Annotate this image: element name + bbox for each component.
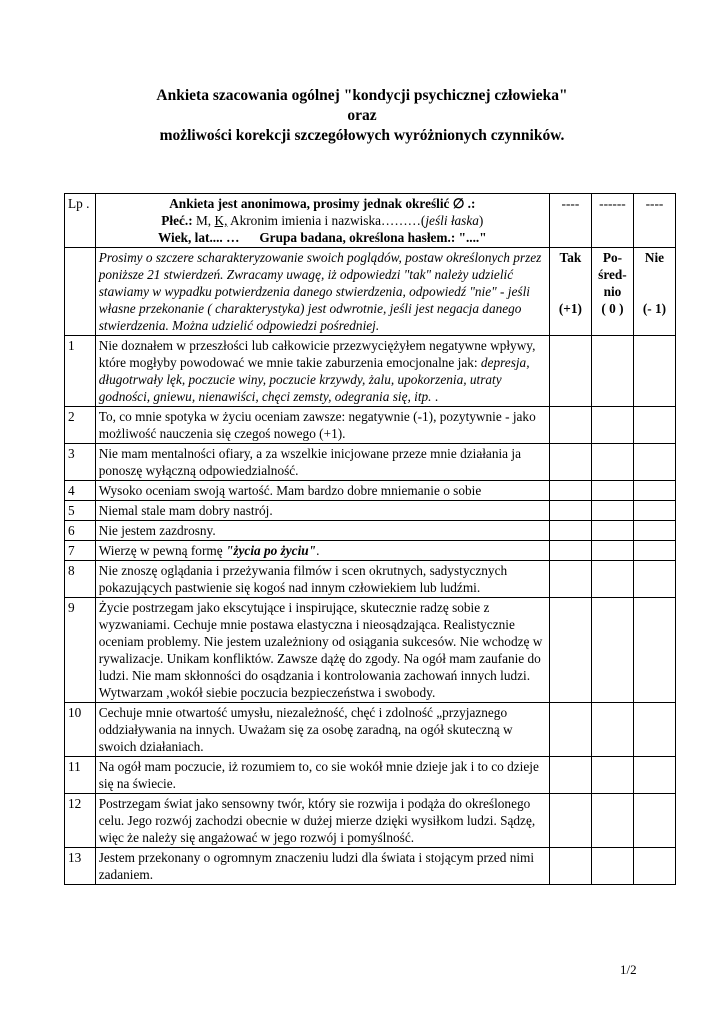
table-row: [65, 444, 676, 481]
item-statement: [95, 703, 549, 757]
item-text-italic: depresja, długotrwały lęk, poczucie winy, poczucie krzywdy, żalu, upokorzenia, utraty godności, gniewu, nienawiści, chęci zemsty, odegrania się, itp.: [98, 355, 530, 404]
anonymity-note: Ankieta jest anonimowa, prosimy jednak określić ∅ .:: [169, 196, 476, 211]
answer-cell-tak[interactable]: [549, 703, 591, 757]
answer-posrednio-header: [591, 248, 633, 336]
item-text: Nie mam mentalności ofiary, a za wszelkie inicjowane przeze mnie działania ja ponoszę wyłączną odpowiedzialność.: [98, 446, 521, 478]
answer-cell-tak[interactable]: [549, 521, 591, 541]
header-lp: Lp .: [65, 194, 96, 248]
item-text: Nie jestem zazdrosny.: [98, 523, 216, 538]
age-group-line: [99, 229, 546, 246]
answer-posrednio-label-2: śred-: [598, 267, 627, 282]
item-text: Na ogół mam poczucie, iż rozumiem to, co sie wokół mnie dzieje jak i to co dzieje się na świecie.: [98, 759, 539, 791]
answer-tak-value: (+1): [558, 301, 582, 316]
item-number: 6: [65, 521, 96, 541]
header-info-cell: [95, 194, 549, 248]
item-statement: [95, 336, 549, 407]
item-number: 13: [65, 848, 96, 885]
item-text-italic: "życia po życiu": [225, 543, 317, 558]
item-statement: [95, 598, 549, 703]
table-row: [65, 561, 676, 598]
table-row: [65, 407, 676, 444]
item-text-end: .: [316, 543, 320, 558]
table-row: [65, 501, 676, 521]
item-text: Nie znoszę oglądania i przeżywania filmów i scen okrutnych, sadystycznych pokazujących pastwienie się kogoś nad innym człowiekiem lub ludźmi.: [98, 563, 508, 595]
answer-cell-nie[interactable]: [633, 598, 675, 703]
answer-cell-posrednio[interactable]: [591, 541, 633, 561]
item-number: 8: [65, 561, 96, 598]
answer-cell-posrednio[interactable]: [591, 521, 633, 541]
item-statement: [95, 481, 549, 501]
answer-cell-nie[interactable]: [633, 336, 675, 407]
item-statement: [95, 407, 549, 444]
answer-cell-posrednio[interactable]: [591, 794, 633, 848]
answer-cell-nie[interactable]: [633, 703, 675, 757]
answer-posrednio-value: ( 0 ): [601, 301, 624, 316]
item-number: 5: [65, 501, 96, 521]
answer-cell-posrednio[interactable]: [591, 757, 633, 794]
item-text: Niemal stale mam dobry nastrój.: [98, 503, 273, 518]
item-text: Postrzegam świat jako sensowny twór, który sie rozwija i podąża do określonego celu. Jego rozwój zachodzi obecnie w dużej mierze dzięki wysiłkom ludzi. Sądzę, więc że należy się angażować w jego rozwój i pomyślność.: [98, 796, 536, 845]
document-title: [0, 86, 724, 146]
answer-cell-posrednio[interactable]: [591, 444, 633, 481]
gender-option-k[interactable]: K,: [214, 213, 228, 228]
table-row: [65, 336, 676, 407]
item-statement: [95, 541, 549, 561]
item-statement: [95, 561, 549, 598]
answer-cell-nie[interactable]: [633, 501, 675, 521]
answer-cell-posrednio[interactable]: [591, 561, 633, 598]
answer-cell-tak[interactable]: [549, 541, 591, 561]
item-text: Nie doznałem w przeszłości lub całkowicie przezwyciężyłem negatywne wpływy, które mogłyby powodować we mnie takie zaburzenia emocjonalne jak:: [98, 338, 536, 370]
age-field[interactable]: Wiek, lat.... …: [157, 230, 240, 245]
survey-table: [64, 193, 676, 885]
acronym-close: ): [478, 213, 484, 228]
answer-cell-tak[interactable]: [549, 336, 591, 407]
answer-cell-nie[interactable]: [633, 541, 675, 561]
title-line-3: możliwości korekcji szczegółowych wyróżnionych czynników.: [159, 127, 565, 144]
items-body: [65, 336, 676, 885]
item-number: 9: [65, 598, 96, 703]
item-number: 12: [65, 794, 96, 848]
answer-cell-posrednio[interactable]: [591, 407, 633, 444]
table-row: [65, 521, 676, 541]
intro-text: Prosimy o szczere scharakteryzowanie swoich poglądów, postaw określonych przez poniższe 21 stwierdzeń. Zwracamy uwagę, iż odpowiedzi "tak" należy udzielić stawiamy w wypadku potwierdzenia danego stwierdzenia, odpowiedź "nie" - jeśli własne przekonanie ( charakterystyka) jest odwrotnie, jeśli jest negacja danego stwierdzenia. Można udzielić odpowiedzi pośredniej.: [95, 248, 549, 336]
item-text: Wysoko oceniam swoją wartość. Mam bardzo dobre mniemanie o sobie: [98, 483, 482, 498]
answer-cell-nie[interactable]: [633, 561, 675, 598]
item-text: To, co mnie spotyka w życiu oceniam zawsze: negatywnie (-1), pozytywnie - jako możliwość nauczenia się czegoś nowego (+1).: [98, 409, 536, 441]
answer-cell-tak[interactable]: [549, 501, 591, 521]
answer-cell-tak[interactable]: [549, 481, 591, 501]
table-row: [65, 757, 676, 794]
answer-cell-posrednio[interactable]: [591, 848, 633, 885]
header-row: [65, 194, 676, 248]
title-line-1: Ankieta szacowania ogólnej "kondycji psychicznej człowieka": [156, 87, 568, 104]
title-line-2: oraz: [347, 107, 377, 124]
group-field[interactable]: Grupa badana, określona hasłem.: "....": [259, 230, 487, 245]
item-statement: [95, 848, 549, 885]
item-number: 7: [65, 541, 96, 561]
item-statement: [95, 794, 549, 848]
acronym-label: Akronim imienia i nazwiska………(: [230, 213, 426, 228]
item-text: Życie postrzegam jako ekscytujące i inspirujące, skutecznie radzę sobie z wyzwaniami. Cechuje mnie postawa elastyczna i nieosądzająca. Realistycznie oceniam problemy. Nie jestem uzależniony od osiągania sukcesów. Nie wchodzę w rywalizacje. Unikam konfliktów. Zawsze dążę do zgody. Na ogół mam zaufanie do ludzi. Nie mam skłonności do osądzania i kontrolowania zachowań innych ludzi. Wytwarzam ,wokół siebie poczucia bezpieczeństwa i swobody.: [98, 600, 543, 700]
answer-cell-nie[interactable]: [633, 848, 675, 885]
answer-nie-label: Nie: [644, 250, 665, 265]
answer-cell-posrednio[interactable]: [591, 598, 633, 703]
item-statement: [95, 501, 549, 521]
answer-cell-nie[interactable]: [633, 757, 675, 794]
table-row: [65, 481, 676, 501]
answer-cell-nie[interactable]: [633, 481, 675, 501]
gender-label: Płeć.:: [161, 213, 193, 228]
answer-tak-header: [549, 248, 591, 336]
item-number: 3: [65, 444, 96, 481]
table-row: [65, 794, 676, 848]
item-statement: [95, 521, 549, 541]
item-text: Wierzę w pewną formę: [98, 543, 226, 558]
answer-posrednio-label-3: nio: [603, 284, 622, 299]
answer-cell-posrednio[interactable]: [591, 703, 633, 757]
item-number: 1: [65, 336, 96, 407]
answer-cell-tak[interactable]: [549, 848, 591, 885]
answer-cell-posrednio[interactable]: [591, 481, 633, 501]
intro-lp: [65, 248, 96, 336]
table-row: [65, 541, 676, 561]
item-number: 11: [65, 757, 96, 794]
header-dash-posrednio: ------: [591, 194, 633, 248]
header-dash-tak: ----: [549, 194, 591, 248]
answer-nie-value: (- 1): [642, 301, 667, 316]
answer-nie-header: [633, 248, 675, 336]
table-row: [65, 703, 676, 757]
answer-posrednio-label-1: Po-: [602, 250, 623, 265]
gender-option-m[interactable]: M,: [195, 213, 212, 228]
item-number: 10: [65, 703, 96, 757]
item-text-end: .: [431, 389, 439, 404]
header-dash-nie: ----: [633, 194, 675, 248]
answer-cell-posrednio[interactable]: [591, 336, 633, 407]
intro-row: [65, 248, 676, 336]
answer-cell-tak[interactable]: [549, 757, 591, 794]
answer-cell-tak[interactable]: [549, 444, 591, 481]
answer-cell-tak[interactable]: [549, 407, 591, 444]
item-statement: [95, 444, 549, 481]
answer-cell-nie[interactable]: [633, 794, 675, 848]
gender-line: [99, 212, 546, 229]
item-statement: [95, 757, 549, 794]
page-number: 1/2: [620, 962, 637, 977]
acronym-optional: jeśli łaska: [425, 213, 479, 228]
item-number: 4: [65, 481, 96, 501]
table-row: [65, 848, 676, 885]
answer-cell-tak[interactable]: [549, 598, 591, 703]
item-text: Cechuje mnie otwartość umysłu, niezależność, chęć i zdolność „przyjaznego oddziaływania na innych. Uważam się za osobę zaradną, na ogół skuteczną w swoich działaniach.: [98, 705, 513, 754]
item-number: 2: [65, 407, 96, 444]
answer-cell-posrednio[interactable]: [591, 501, 633, 521]
answer-cell-nie[interactable]: [633, 407, 675, 444]
answer-cell-tak[interactable]: [549, 561, 591, 598]
table-row: [65, 598, 676, 703]
answer-tak-label: Tak: [559, 250, 582, 265]
answer-cell-nie[interactable]: [633, 444, 675, 481]
item-text: Jestem przekonany o ogromnym znaczeniu ludzi dla świata i stojącym przed nimi zadaniem.: [98, 850, 535, 882]
answer-cell-tak[interactable]: [549, 794, 591, 848]
answer-cell-nie[interactable]: [633, 521, 675, 541]
